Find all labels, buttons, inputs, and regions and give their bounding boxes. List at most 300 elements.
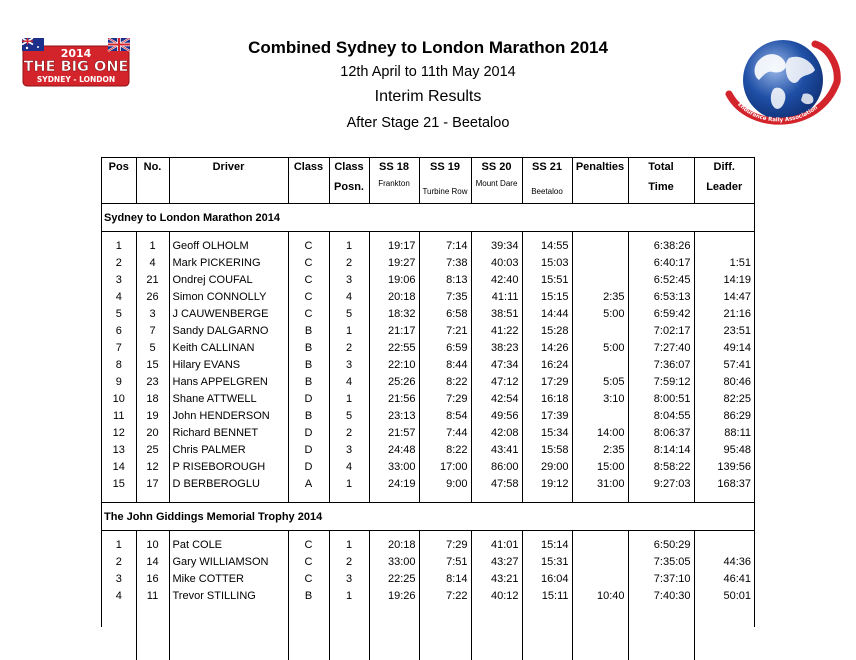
row-total-time: 8:06:37 bbox=[628, 424, 694, 441]
table-row bbox=[102, 441, 754, 458]
row-ss19: 6:58 bbox=[419, 305, 471, 322]
row-ss21: 15:51 bbox=[522, 271, 572, 288]
table-row bbox=[102, 237, 754, 254]
spacer-cell bbox=[628, 604, 694, 660]
spacer-cell bbox=[628, 492, 694, 503]
row-total-time: 7:02:17 bbox=[628, 322, 694, 339]
row-pos: 2 bbox=[115, 256, 122, 269]
row-ss21: 15:34 bbox=[522, 424, 572, 441]
row-pos: 8 bbox=[115, 358, 122, 371]
row-ss20: 40:12 bbox=[471, 587, 522, 604]
row-ss18: 22:10 bbox=[369, 356, 419, 373]
row-class: B bbox=[288, 587, 329, 604]
row-ss18: 24:48 bbox=[369, 441, 419, 458]
row-penalties bbox=[572, 237, 628, 254]
row-total-time: 8:00:51 bbox=[628, 390, 694, 407]
row-pos: 6 bbox=[115, 324, 122, 337]
row-ss19: 7:29 bbox=[419, 390, 471, 407]
spacer-cell bbox=[471, 604, 522, 660]
row-ss21: 17:29 bbox=[522, 373, 572, 390]
row-class-posn: 5 bbox=[329, 305, 369, 322]
row-penalties: 10:40 bbox=[572, 587, 628, 604]
row-ss21: 15:58 bbox=[522, 441, 572, 458]
row-total-time: 9:27:03 bbox=[628, 475, 694, 492]
table-row bbox=[102, 536, 754, 553]
row-number: 7 bbox=[136, 322, 169, 339]
row-ss21: 16:24 bbox=[522, 356, 572, 373]
row-pos: 2 bbox=[115, 555, 122, 568]
row-ss20: 47:12 bbox=[471, 373, 522, 390]
col-ss20-header: SS 20 Mount Dare bbox=[471, 158, 522, 204]
row-ss21: 16:04 bbox=[522, 570, 572, 587]
spacer-cell bbox=[419, 492, 471, 503]
spacer-cell bbox=[288, 604, 329, 660]
event-dates: 12th April to 11th May 2014 bbox=[340, 64, 516, 80]
row-ss21: 14:55 bbox=[522, 237, 572, 254]
row-pos: 4 bbox=[115, 589, 122, 602]
row-ss18: 22:55 bbox=[369, 339, 419, 356]
row-ss18: 19:06 bbox=[369, 271, 419, 288]
row-total-time: 7:35:05 bbox=[628, 553, 694, 570]
row-class: D bbox=[288, 458, 329, 475]
row-driver: Keith CALLINAN bbox=[169, 339, 288, 356]
row-number: 5 bbox=[136, 339, 169, 356]
table-row bbox=[102, 373, 754, 390]
row-diff-leader bbox=[694, 237, 754, 254]
row-diff-leader: 44:36 bbox=[694, 553, 754, 570]
row-ss20: 49:56 bbox=[471, 407, 522, 424]
row-diff-leader: 57:41 bbox=[694, 356, 754, 373]
row-class: C bbox=[288, 305, 329, 322]
row-driver: Pat COLE bbox=[169, 536, 288, 553]
row-ss19: 8:44 bbox=[419, 356, 471, 373]
row-driver: Hilary EVANS bbox=[169, 356, 288, 373]
row-class-posn: 4 bbox=[329, 288, 369, 305]
section-header bbox=[102, 503, 754, 531]
row-pos: 7 bbox=[115, 341, 122, 354]
row-class: D bbox=[288, 390, 329, 407]
row-ss19: 7:35 bbox=[419, 288, 471, 305]
row-ss21: 15:14 bbox=[522, 536, 572, 553]
table-row bbox=[102, 587, 754, 604]
row-penalties: 5:00 bbox=[572, 305, 628, 322]
col-no-header: No. bbox=[136, 158, 169, 204]
row-number: 21 bbox=[136, 271, 169, 288]
row-pos: 9 bbox=[115, 375, 122, 388]
row-number: 19 bbox=[136, 407, 169, 424]
row-penalties bbox=[572, 322, 628, 339]
row-pos: 4 bbox=[115, 290, 122, 303]
row-ss19: 8:54 bbox=[419, 407, 471, 424]
row-ss19: 7:38 bbox=[419, 254, 471, 271]
spacer-cell bbox=[169, 492, 288, 503]
row-driver: Simon CONNOLLY bbox=[169, 288, 288, 305]
row-pos: 1 bbox=[115, 239, 122, 252]
row-penalties bbox=[572, 356, 628, 373]
row-class: B bbox=[288, 373, 329, 390]
row-class-posn: 1 bbox=[329, 237, 369, 254]
spacer-cell bbox=[329, 492, 369, 503]
row-driver: Mark PICKERING bbox=[169, 254, 288, 271]
row-class: B bbox=[288, 407, 329, 424]
row-ss18: 19:27 bbox=[369, 254, 419, 271]
table-header-row bbox=[102, 158, 754, 204]
row-penalties bbox=[572, 254, 628, 271]
row-driver: Richard BENNET bbox=[169, 424, 288, 441]
row-class-posn: 4 bbox=[329, 458, 369, 475]
row-number: 18 bbox=[136, 390, 169, 407]
row-class-posn: 1 bbox=[329, 390, 369, 407]
row-ss20: 86:00 bbox=[471, 458, 522, 475]
table-row bbox=[102, 254, 754, 271]
row-ss20: 41:01 bbox=[471, 536, 522, 553]
row-driver: Geoff OLHOLM bbox=[169, 237, 288, 254]
row-class-posn: 3 bbox=[329, 570, 369, 587]
spacer-cell bbox=[369, 492, 419, 503]
endurance-rally-globe-logo bbox=[719, 36, 843, 134]
row-class-posn: 1 bbox=[329, 536, 369, 553]
australian-flag-icon bbox=[22, 38, 44, 51]
row-ss20: 39:34 bbox=[471, 237, 522, 254]
row-ss18: 33:00 bbox=[369, 458, 419, 475]
table-row bbox=[102, 339, 754, 356]
row-total-time: 7:27:40 bbox=[628, 339, 694, 356]
row-number: 10 bbox=[136, 536, 169, 553]
row-penalties: 3:10 bbox=[572, 390, 628, 407]
row-class: D bbox=[288, 441, 329, 458]
row-total-time: 6:52:45 bbox=[628, 271, 694, 288]
row-ss21: 14:26 bbox=[522, 339, 572, 356]
row-pos: 12 bbox=[112, 426, 125, 439]
table-row bbox=[102, 553, 754, 570]
row-total-time: 6:50:29 bbox=[628, 536, 694, 553]
row-ss19: 17:00 bbox=[419, 458, 471, 475]
row-diff-leader: 46:41 bbox=[694, 570, 754, 587]
col-penalties-header: Penalties bbox=[572, 158, 628, 204]
row-class: B bbox=[288, 356, 329, 373]
row-diff-leader: 21:16 bbox=[694, 305, 754, 322]
row-penalties bbox=[572, 536, 628, 553]
row-ss21: 15:31 bbox=[522, 553, 572, 570]
row-total-time: 8:04:55 bbox=[628, 407, 694, 424]
row-number: 3 bbox=[136, 305, 169, 322]
row-ss20: 42:40 bbox=[471, 271, 522, 288]
col-ss18-header: SS 18 Frankton bbox=[369, 158, 419, 204]
row-ss18: 25:26 bbox=[369, 373, 419, 390]
table-row bbox=[102, 305, 754, 322]
row-pos: 10 bbox=[112, 392, 125, 405]
row-ss21: 15:03 bbox=[522, 254, 572, 271]
row-ss18: 21:56 bbox=[369, 390, 419, 407]
table-row bbox=[102, 424, 754, 441]
results-subtitle: Interim Results bbox=[374, 88, 482, 105]
col-ss21-header: SS 21 Beetaloo bbox=[522, 158, 572, 204]
col-class-header: Class bbox=[288, 158, 329, 204]
logo-name: THE BIG ONE bbox=[23, 59, 129, 75]
row-ss18: 21:17 bbox=[369, 322, 419, 339]
spacer-cell bbox=[471, 492, 522, 503]
row-number: 20 bbox=[136, 424, 169, 441]
table-row bbox=[102, 356, 754, 373]
row-ss19: 9:00 bbox=[419, 475, 471, 492]
col-diff-header: Diff. Leader bbox=[694, 158, 754, 204]
row-diff-leader: 1:51 bbox=[694, 254, 754, 271]
row-driver: Hans APPELGREN bbox=[169, 373, 288, 390]
row-total-time: 8:14:14 bbox=[628, 441, 694, 458]
spacer-cell bbox=[288, 492, 329, 503]
row-ss21: 15:15 bbox=[522, 288, 572, 305]
row-ss19: 6:59 bbox=[419, 339, 471, 356]
row-number: 23 bbox=[136, 373, 169, 390]
row-number: 25 bbox=[136, 441, 169, 458]
row-driver: J CAUWENBERGE bbox=[169, 305, 288, 322]
row-ss18: 21:57 bbox=[369, 424, 419, 441]
row-penalties: 15:00 bbox=[572, 458, 628, 475]
row-penalties bbox=[572, 570, 628, 587]
table-filler bbox=[102, 604, 754, 660]
row-diff-leader: 86:29 bbox=[694, 407, 754, 424]
row-ss20: 43:27 bbox=[471, 553, 522, 570]
spacer-cell bbox=[572, 492, 628, 503]
row-ss19: 8:22 bbox=[419, 441, 471, 458]
row-class-posn: 2 bbox=[329, 254, 369, 271]
row-ss21: 15:11 bbox=[522, 587, 572, 604]
spacer-cell bbox=[572, 604, 628, 660]
row-penalties: 2:35 bbox=[572, 288, 628, 305]
row-penalties: 2:35 bbox=[572, 441, 628, 458]
row-class-posn: 5 bbox=[329, 407, 369, 424]
row-ss20: 38:51 bbox=[471, 305, 522, 322]
row-class-posn: 3 bbox=[329, 356, 369, 373]
row-class: A bbox=[288, 475, 329, 492]
row-diff-leader: 80:46 bbox=[694, 373, 754, 390]
row-ss19: 7:22 bbox=[419, 587, 471, 604]
row-class: C bbox=[288, 553, 329, 570]
row-ss20: 41:11 bbox=[471, 288, 522, 305]
spacer-cell bbox=[329, 604, 369, 660]
row-class: B bbox=[288, 339, 329, 356]
row-diff-leader: 23:51 bbox=[694, 322, 754, 339]
row-ss19: 7:14 bbox=[419, 237, 471, 254]
row-ss20: 40:03 bbox=[471, 254, 522, 271]
row-total-time: 6:53:13 bbox=[628, 288, 694, 305]
results-table bbox=[101, 157, 755, 627]
row-diff-leader: 49:14 bbox=[694, 339, 754, 356]
row-diff-leader: 50:01 bbox=[694, 587, 754, 604]
row-class: C bbox=[288, 271, 329, 288]
row-number: 17 bbox=[136, 475, 169, 492]
row-class-posn: 3 bbox=[329, 271, 369, 288]
table-row bbox=[102, 288, 754, 305]
row-class-posn: 3 bbox=[329, 441, 369, 458]
logo-year: 2014 bbox=[60, 47, 92, 60]
row-ss21: 17:39 bbox=[522, 407, 572, 424]
row-diff-leader bbox=[694, 536, 754, 553]
row-number: 4 bbox=[136, 254, 169, 271]
spacer-cell bbox=[136, 604, 169, 660]
row-class-posn: 2 bbox=[329, 424, 369, 441]
row-number: 12 bbox=[136, 458, 169, 475]
row-ss18: 18:32 bbox=[369, 305, 419, 322]
row-ss18: 20:18 bbox=[369, 288, 419, 305]
logo-route: SYDNEY - LONDON bbox=[36, 75, 116, 84]
table-row bbox=[102, 390, 754, 407]
row-pos: 5 bbox=[115, 307, 122, 320]
row-driver: John HENDERSON bbox=[169, 407, 288, 424]
row-total-time: 8:58:22 bbox=[628, 458, 694, 475]
row-ss18: 23:13 bbox=[369, 407, 419, 424]
the-big-one-logo bbox=[20, 38, 132, 88]
row-ss19: 8:22 bbox=[419, 373, 471, 390]
stage-label: After Stage 21 - Beetaloo bbox=[346, 115, 510, 131]
spacer-cell bbox=[136, 492, 169, 503]
spacer-cell bbox=[102, 604, 136, 660]
row-class: C bbox=[288, 237, 329, 254]
row-class-posn: 1 bbox=[329, 475, 369, 492]
row-ss21: 15:28 bbox=[522, 322, 572, 339]
globe-ring-text: Endurance Rally Association bbox=[736, 101, 819, 124]
row-ss20: 43:41 bbox=[471, 441, 522, 458]
row-class-posn: 1 bbox=[329, 587, 369, 604]
row-ss21: 29:00 bbox=[522, 458, 572, 475]
row-diff-leader: 168:37 bbox=[694, 475, 754, 492]
row-ss19: 7:51 bbox=[419, 553, 471, 570]
row-ss20: 43:21 bbox=[471, 570, 522, 587]
row-class: C bbox=[288, 536, 329, 553]
row-ss20: 47:34 bbox=[471, 356, 522, 373]
row-class: C bbox=[288, 288, 329, 305]
row-ss20: 42:08 bbox=[471, 424, 522, 441]
row-driver: Gary WILLIAMSON bbox=[169, 553, 288, 570]
row-total-time: 7:59:12 bbox=[628, 373, 694, 390]
col-ss19-header: SS 19 Turbine Row bbox=[419, 158, 471, 204]
row-ss19: 7:21 bbox=[419, 322, 471, 339]
col-driver-header: Driver bbox=[169, 158, 288, 204]
row-ss19: 7:29 bbox=[419, 536, 471, 553]
row-penalties bbox=[572, 407, 628, 424]
row-class-posn: 4 bbox=[329, 373, 369, 390]
row-number: 1 bbox=[136, 237, 169, 254]
row-number: 26 bbox=[136, 288, 169, 305]
row-diff-leader: 88:11 bbox=[694, 424, 754, 441]
table-row bbox=[102, 322, 754, 339]
col-total-header: Total Time bbox=[628, 158, 694, 204]
row-total-time: 7:40:30 bbox=[628, 587, 694, 604]
row-ss20: 47:58 bbox=[471, 475, 522, 492]
row-penalties: 5:00 bbox=[572, 339, 628, 356]
row-number: 14 bbox=[136, 553, 169, 570]
row-diff-leader: 14:47 bbox=[694, 288, 754, 305]
spacer-cell bbox=[522, 492, 572, 503]
table-row bbox=[102, 475, 754, 492]
row-class-posn: 2 bbox=[329, 339, 369, 356]
row-class: D bbox=[288, 424, 329, 441]
row-penalties bbox=[572, 271, 628, 288]
row-penalties: 31:00 bbox=[572, 475, 628, 492]
row-ss18: 22:25 bbox=[369, 570, 419, 587]
row-ss18: 19:26 bbox=[369, 587, 419, 604]
row-total-time: 6:38:26 bbox=[628, 237, 694, 254]
row-total-time: 7:36:07 bbox=[628, 356, 694, 373]
row-class-posn: 1 bbox=[329, 322, 369, 339]
row-driver: P RISEBOROUGH bbox=[169, 458, 288, 475]
row-pos: 1 bbox=[115, 538, 122, 551]
spacer-cell bbox=[369, 604, 419, 660]
row-driver: Mike COTTER bbox=[169, 570, 288, 587]
section-title: Sydney to London Marathon 2014 bbox=[102, 204, 754, 232]
row-ss19: 7:44 bbox=[419, 424, 471, 441]
spacer-cell bbox=[419, 604, 471, 660]
row-penalties: 14:00 bbox=[572, 424, 628, 441]
row-ss19: 8:14 bbox=[419, 570, 471, 587]
section-header bbox=[102, 204, 754, 232]
row-pos: 13 bbox=[112, 443, 125, 456]
row-ss19: 8:13 bbox=[419, 271, 471, 288]
col-class-posn-header: Class Posn. bbox=[329, 158, 369, 204]
row-number: 11 bbox=[136, 587, 169, 604]
row-ss20: 41:22 bbox=[471, 322, 522, 339]
row-total-time: 6:59:42 bbox=[628, 305, 694, 322]
row-pos: 11 bbox=[113, 409, 125, 422]
row-ss18: 33:00 bbox=[369, 553, 419, 570]
row-pos: 3 bbox=[115, 273, 122, 286]
row-driver: D BERBEROGLU bbox=[169, 475, 288, 492]
row-penalties: 5:05 bbox=[572, 373, 628, 390]
col-pos-header: Pos bbox=[102, 158, 136, 204]
row-ss18: 20:18 bbox=[369, 536, 419, 553]
page-title: Combined Sydney to London Marathon 2014 bbox=[248, 38, 608, 57]
table-row bbox=[102, 407, 754, 424]
row-driver: Ondrej COUFAL bbox=[169, 271, 288, 288]
row-ss21: 16:18 bbox=[522, 390, 572, 407]
row-ss20: 38:23 bbox=[471, 339, 522, 356]
row-pos: 14 bbox=[112, 460, 125, 473]
row-driver: Sandy DALGARNO bbox=[169, 322, 288, 339]
spacer-cell bbox=[169, 604, 288, 660]
row-class: C bbox=[288, 570, 329, 587]
row-number: 15 bbox=[136, 356, 169, 373]
section-title: The John Giddings Memorial Trophy 2014 bbox=[102, 503, 754, 531]
row-penalties bbox=[572, 553, 628, 570]
row-diff-leader: 95:48 bbox=[694, 441, 754, 458]
row-driver: Trevor STILLING bbox=[169, 587, 288, 604]
section-end bbox=[102, 492, 754, 503]
row-diff-leader: 14:19 bbox=[694, 271, 754, 288]
row-ss18: 24:19 bbox=[369, 475, 419, 492]
row-driver: Shane ATTWELL bbox=[169, 390, 288, 407]
row-total-time: 7:37:10 bbox=[628, 570, 694, 587]
row-number: 16 bbox=[136, 570, 169, 587]
union-jack-icon bbox=[108, 38, 130, 51]
table-row bbox=[102, 458, 754, 475]
row-class: C bbox=[288, 254, 329, 271]
row-diff-leader: 82:25 bbox=[694, 390, 754, 407]
spacer-cell bbox=[694, 492, 754, 503]
table-row bbox=[102, 570, 754, 587]
table-row bbox=[102, 271, 754, 288]
row-pos: 15 bbox=[112, 477, 125, 490]
spacer-cell bbox=[694, 604, 754, 660]
row-ss18: 19:17 bbox=[369, 237, 419, 254]
row-driver: Chris PALMER bbox=[169, 441, 288, 458]
row-total-time: 6:40:17 bbox=[628, 254, 694, 271]
row-class-posn: 2 bbox=[329, 553, 369, 570]
row-diff-leader: 139:56 bbox=[694, 458, 754, 475]
row-ss21: 19:12 bbox=[522, 475, 572, 492]
row-ss21: 14:44 bbox=[522, 305, 572, 322]
row-pos: 3 bbox=[115, 572, 122, 585]
spacer-cell bbox=[102, 492, 136, 503]
